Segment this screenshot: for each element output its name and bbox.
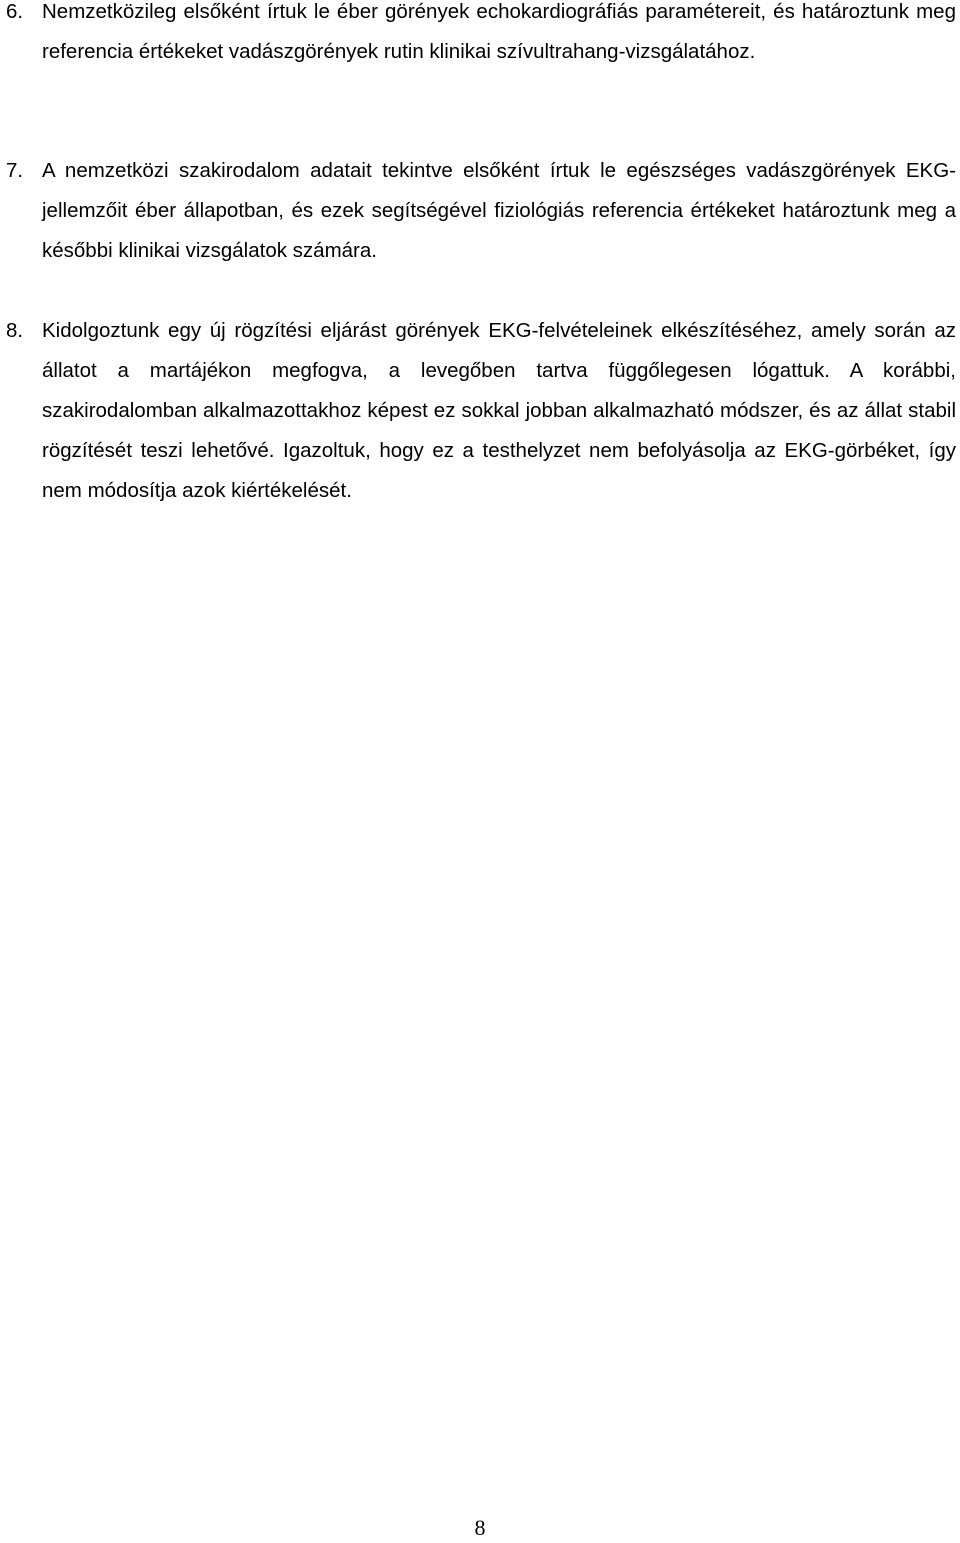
item-number: 6.	[6, 0, 24, 23]
list-item-7	[0, 151, 956, 271]
item-number: 7.	[6, 159, 24, 182]
page-number: 8	[474, 1515, 486, 1540]
list-item-6	[0, 0, 956, 72]
item-text: A nemzetközi szakirodalom adatait tekintve elsőként írtuk le egészséges vadászgörények EKG-jellemzőit éber állapotban, és ezek segítségével fiziológiás referencia értékeket határoztunk meg a későbbi klinikai vizsgálatok számára.	[42, 159, 956, 262]
list-item-8	[0, 311, 956, 511]
item-text: Kidolgoztunk egy új rögzítési eljárást görények EKG-felvételeinek elkészítéséhez, amely során az állatot a martájékon megfogva, a levegőben tartva függőlegesen lógattuk. A korábbi, szakirodalomban alkalmazottakhoz képest ez sokkal jobban alkalmazható módszer, és az állat stabil rögzítését teszi lehetővé. Igazoltuk, hogy ez a testhelyzet nem befolyásolja az EKG-görbéket, így nem módosítja azok kiértékelését.	[42, 319, 956, 502]
item-number: 8.	[6, 319, 24, 342]
item-text: Nemzetközileg elsőként írtuk le éber görények echokardiográfiás paramétereit, és határoztunk meg referencia értékeket vadászgörények rutin klinikai szívultrahang-vizsgálatához.	[42, 0, 956, 63]
